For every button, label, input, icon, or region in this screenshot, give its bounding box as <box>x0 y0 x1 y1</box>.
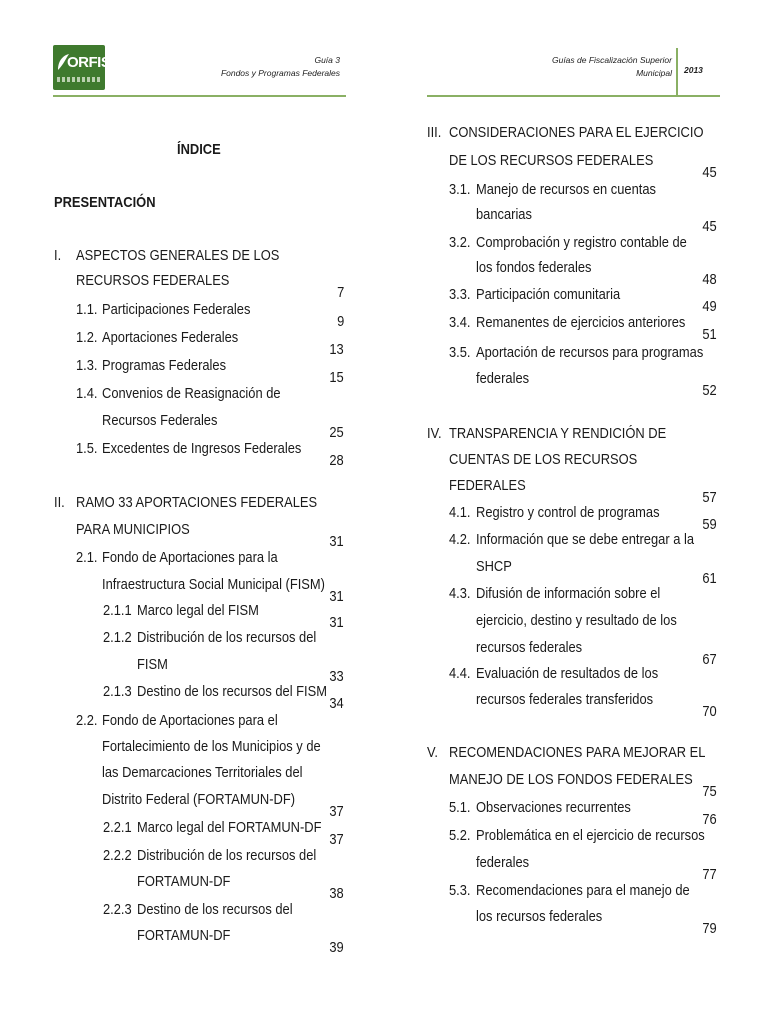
right-header-text <box>480 54 672 80</box>
toc-entry-text[interactable]: PARA MUNICIPIOS <box>76 521 190 538</box>
toc-entry-number: 2.1.2 <box>103 629 132 646</box>
toc-entry-number: 3.2. <box>449 234 471 251</box>
guide-number: Guía 3 <box>314 55 340 65</box>
toc-entry-text[interactable]: Recursos Federales <box>102 412 218 429</box>
toc-entry-text[interactable]: Marco legal del FORTAMUN-DF <box>137 819 322 836</box>
toc-entry-number: I. <box>54 247 62 264</box>
toc-entry-text[interactable]: Destino de los recursos del FISM <box>137 683 327 700</box>
series-subtitle: Municipal <box>636 68 672 78</box>
toc-entry-text[interactable]: SHCP <box>476 558 512 575</box>
year: 2013 <box>684 65 703 75</box>
toc-page-number: 15 <box>329 369 344 386</box>
toc-page-number: 31 <box>329 614 344 631</box>
presentation-heading: PRESENTACIÓN <box>54 194 156 211</box>
toc-page-number: 39 <box>329 939 344 956</box>
toc-page-number: 9 <box>336 313 344 330</box>
toc-entry-text[interactable]: ejercicio, destino y resultado de los <box>476 612 677 629</box>
toc-page-number: 45 <box>702 164 717 181</box>
toc-entry-text[interactable]: Aportaciones Federales <box>102 329 239 346</box>
toc-entry-number: 4.2. <box>449 531 471 548</box>
toc-entry-number: 3.4. <box>449 314 471 331</box>
toc-page-number: 13 <box>329 341 344 358</box>
toc-entry-text[interactable]: Fondo de Aportaciones para el <box>102 712 278 729</box>
toc-entry-number: 4.3. <box>449 585 471 602</box>
toc-entry-text[interactable]: FEDERALES <box>449 477 526 494</box>
toc-entry-text[interactable]: Convenios de Reasignación de <box>102 385 281 402</box>
toc-entry-text[interactable]: ASPECTOS GENERALES DE LOS <box>76 247 280 264</box>
toc-entry-text[interactable]: Participación comunitaria <box>476 286 621 303</box>
toc-entry-text[interactable]: Remanentes de ejercicios anteriores <box>476 314 686 331</box>
toc-entry-text[interactable]: los fondos federales <box>476 259 592 276</box>
toc-page-number: 25 <box>329 424 344 441</box>
toc-entry-text[interactable]: Problemática en el ejercicio de recursos <box>476 827 705 844</box>
toc-entry-number: 2.1. <box>76 549 98 566</box>
toc-entry-text[interactable]: MANEJO DE LOS FONDOS FEDERALES <box>449 771 693 788</box>
toc-page-number: 49 <box>702 298 717 315</box>
toc-page-number: 38 <box>329 885 344 902</box>
left-header-rule <box>53 95 346 97</box>
toc-page-number: 34 <box>329 695 344 712</box>
toc-entry-number: 4.4. <box>449 665 471 682</box>
toc-entry-text[interactable]: Fortalecimiento de los Municipios y de <box>102 738 321 755</box>
toc-entry-number: 3.3. <box>449 286 471 303</box>
toc-page-number: 76 <box>702 811 717 828</box>
toc-page-number: 67 <box>702 651 717 668</box>
toc-entry-text[interactable]: RECURSOS FEDERALES <box>76 272 230 289</box>
toc-entry-text[interactable]: FORTAMUN-DF <box>137 927 231 944</box>
toc-page-number: 70 <box>702 703 717 720</box>
toc-entry-text[interactable]: Distrito Federal (FORTAMUN-DF) <box>102 791 296 808</box>
toc-page-number: 51 <box>702 326 717 343</box>
toc-entry-number: IV. <box>427 425 442 442</box>
toc-entry-text[interactable]: Infraestructura Social Municipal (FISM) <box>102 576 325 593</box>
logo-tagline <box>57 77 101 82</box>
toc-entry-number: 1.5. <box>76 440 98 457</box>
toc-entry-number: 2.2.3 <box>103 901 132 918</box>
toc-entry-number: 1.3. <box>76 357 98 374</box>
toc-entry-number: III. <box>427 124 442 141</box>
toc-entry-text[interactable]: Marco legal del FISM <box>137 602 259 619</box>
toc-entry-text[interactable]: recursos federales transferidos <box>476 691 654 708</box>
toc-entry-text[interactable]: Difusión de información sobre el <box>476 585 661 602</box>
toc-entry-number: 3.5. <box>449 344 471 361</box>
toc-entry-text[interactable]: Evaluación de resultados de los <box>476 665 659 682</box>
toc-entry-text[interactable]: Distribución de los recursos del <box>137 847 317 864</box>
toc-entry-text[interactable]: RAMO 33 APORTACIONES FEDERALES <box>76 494 318 511</box>
right-header-divider <box>676 48 678 96</box>
toc-entry-text[interactable]: Registro y control de programas <box>476 504 660 521</box>
toc-entry-number: II. <box>54 494 65 511</box>
toc-entry-text[interactable]: Fondo de Aportaciones para la <box>102 549 278 566</box>
toc-page-number: 75 <box>702 783 717 800</box>
toc-entry-text[interactable]: Manejo de recursos en cuentas <box>476 181 656 198</box>
toc-entry-number: 1.1. <box>76 301 98 318</box>
toc-page-number: 31 <box>329 588 344 605</box>
toc-entry-number: 2.2.2 <box>103 847 132 864</box>
toc-entry-text[interactable]: federales <box>476 370 530 387</box>
toc-entry-text[interactable]: Destino de los recursos del <box>137 901 293 918</box>
toc-entry-text[interactable]: DE LOS RECURSOS FEDERALES <box>449 152 654 169</box>
toc-entry-number: 2.1.3 <box>103 683 132 700</box>
toc-entry-text[interactable]: Comprobación y registro contable de <box>476 234 687 251</box>
toc-entry-text[interactable]: Recomendaciones para el manejo de <box>476 882 690 899</box>
toc-page-number: 31 <box>329 533 344 550</box>
toc-page-number: 57 <box>702 489 717 506</box>
toc-entry-text[interactable]: RECOMENDACIONES PARA MEJORAR EL <box>449 744 706 761</box>
toc-page-number: 45 <box>702 218 717 235</box>
toc-entry-text[interactable]: FORTAMUN-DF <box>137 873 231 890</box>
toc-entry-text[interactable]: federales <box>476 854 530 871</box>
toc-entry-number: 1.4. <box>76 385 98 402</box>
toc-entry-number: 5.2. <box>449 827 471 844</box>
toc-entry-text[interactable]: Aportación de recursos para programas <box>476 344 704 361</box>
toc-entry-text[interactable]: CUENTAS DE LOS RECURSOS <box>449 451 638 468</box>
orfis-logo <box>53 45 111 90</box>
index-title: ÍNDICE <box>177 141 221 158</box>
toc-page-number: 28 <box>329 452 344 469</box>
toc-entry-number: 5.1. <box>449 799 471 816</box>
toc-page-number: 77 <box>702 866 717 883</box>
toc-entry-text[interactable]: Información que se debe entregar a la <box>476 531 695 548</box>
toc-page-number: 37 <box>329 831 344 848</box>
left-header-text <box>180 54 340 80</box>
toc-entry-number: 1.2. <box>76 329 98 346</box>
toc-page-number: 37 <box>329 803 344 820</box>
toc-entry-text[interactable]: Participaciones Federales <box>102 301 251 318</box>
toc-entry-text[interactable]: Programas Federales <box>102 357 227 374</box>
toc-entry-text[interactable]: recursos federales <box>476 639 583 656</box>
toc-page-number: 52 <box>702 382 717 399</box>
right-header-rule <box>427 95 720 97</box>
toc-entry-text[interactable]: bancarias <box>476 206 532 223</box>
logo-text: ORFIS <box>67 54 111 71</box>
toc-entry-number: 3.1. <box>449 181 471 198</box>
toc-page-number: 59 <box>702 516 717 533</box>
toc-entry-text[interactable]: TRANSPARENCIA Y RENDICIÓN DE <box>449 425 667 442</box>
toc-entry-number: 2.2.1 <box>103 819 132 836</box>
toc-entry-text[interactable]: Distribución de los recursos del <box>137 629 317 646</box>
toc-entry-number: 2.1.1 <box>103 602 132 619</box>
series-title: Guías de Fiscalización Superior <box>551 55 672 65</box>
toc-page-number: 79 <box>702 920 717 937</box>
toc-entry-text[interactable]: CONSIDERACIONES PARA EL EJERCICIO <box>449 124 704 141</box>
toc-entry-text[interactable]: Observaciones recurrentes <box>476 799 631 816</box>
toc-entry-number: V. <box>427 744 439 761</box>
toc-page-number: 33 <box>329 668 344 685</box>
toc-page-number: 48 <box>702 271 717 288</box>
toc-entry-number: 5.3. <box>449 882 471 899</box>
toc-entry-text[interactable]: FISM <box>137 656 168 673</box>
toc-entry-text[interactable]: Excedentes de Ingresos Federales <box>102 440 302 457</box>
guide-subtitle: Fondos y Programas Federales <box>220 68 340 78</box>
toc-entry-number: 4.1. <box>449 504 471 521</box>
toc-page-number: 61 <box>702 570 717 587</box>
toc-page-number: 7 <box>336 284 344 301</box>
toc-entry-text[interactable]: los recursos federales <box>476 908 603 925</box>
toc-entry-number: 2.2. <box>76 712 98 729</box>
toc-entry-text[interactable]: las Demarcaciones Territoriales del <box>102 764 303 781</box>
